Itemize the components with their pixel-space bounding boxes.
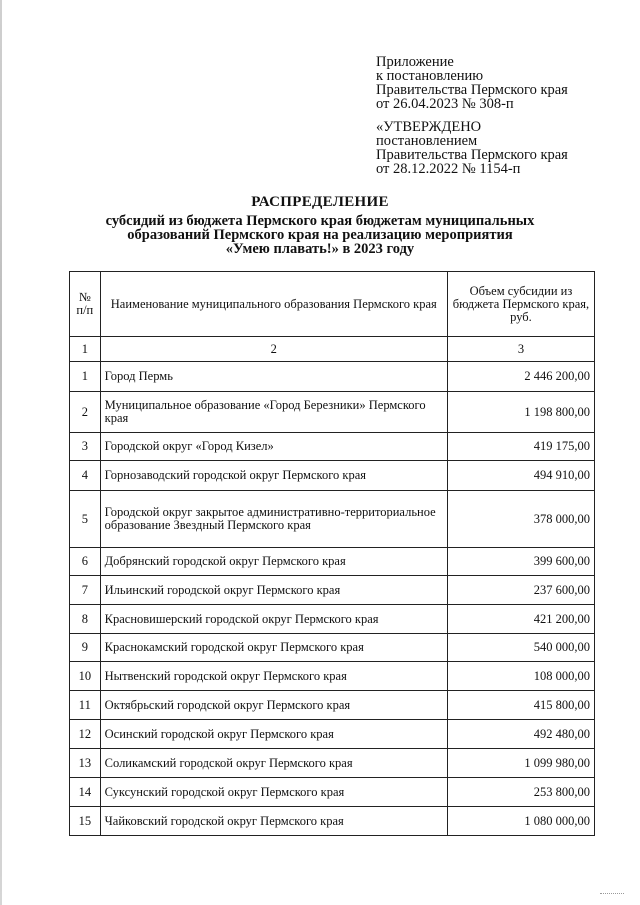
row-number: 1 xyxy=(70,362,101,392)
municipality-name: Чайковский городской округ Пермского края xyxy=(100,807,447,836)
table-row xyxy=(70,605,595,634)
subsidy-amount: 108 000,00 xyxy=(447,662,594,691)
subsidy-amount: 2 446 200,00 xyxy=(447,362,594,392)
subsidy-amount: 378 000,00 xyxy=(447,491,594,548)
subsidy-amount: 421 200,00 xyxy=(447,605,594,634)
municipality-name: Соликамский городской округ Пермского края xyxy=(100,749,447,778)
row-number: 8 xyxy=(70,605,101,634)
subsidy-table xyxy=(69,271,595,836)
appendix-line: от 26.04.2023 № 308-п xyxy=(376,96,514,112)
approval-line: Правительства Пермского края xyxy=(376,147,568,163)
table-header-row xyxy=(70,272,595,337)
header-sum: Объем субсидии из бюджета Пермского края, руб. xyxy=(447,272,594,337)
column-index-3: 3 xyxy=(447,337,594,362)
header-name: Наименование муниципального образования Пермского края xyxy=(100,272,447,337)
municipality-name: Городской округ «Город Кизел» xyxy=(100,433,447,461)
subsidy-amount: 415 800,00 xyxy=(447,691,594,720)
row-number: 7 xyxy=(70,576,101,605)
header-num: № п/п xyxy=(70,272,101,337)
subtitle-line: субсидий из бюджета Пермского края бюджетам муниципальных xyxy=(105,213,535,229)
approval-line: от 28.12.2022 № 1154-п xyxy=(376,161,521,177)
subsidy-amount: 253 800,00 xyxy=(447,778,594,807)
row-number: 5 xyxy=(70,491,101,548)
subsidy-amount: 1 198 800,00 xyxy=(447,392,594,433)
table-row xyxy=(70,807,595,836)
municipality-name: Горнозаводский городской округ Пермского края xyxy=(100,461,447,491)
table-row xyxy=(70,576,595,605)
row-number: 15 xyxy=(70,807,101,836)
municipality-name: Октябрьский городской округ Пермского края xyxy=(100,691,447,720)
approval-reference xyxy=(376,120,616,176)
table-row xyxy=(70,392,595,433)
table-row xyxy=(70,662,595,691)
table-row xyxy=(70,433,595,461)
row-number: 4 xyxy=(70,461,101,491)
appendix-line: Правительства Пермского края xyxy=(376,82,568,98)
municipality-name: Город Пермь xyxy=(100,362,447,392)
municipality-name: Красновишерский городской округ Пермского края xyxy=(100,605,447,634)
row-number: 10 xyxy=(70,662,101,691)
municipality-name: Суксунский городской округ Пермского края xyxy=(100,778,447,807)
column-index-2: 2 xyxy=(100,337,447,362)
subsidy-amount: 419 175,00 xyxy=(447,433,594,461)
table-row xyxy=(70,749,595,778)
column-index-1: 1 xyxy=(70,337,101,362)
column-index-row xyxy=(70,337,595,362)
table-row xyxy=(70,691,595,720)
row-number: 14 xyxy=(70,778,101,807)
scan-artifact xyxy=(600,893,624,895)
row-number: 9 xyxy=(70,634,101,662)
document-subtitle xyxy=(90,214,550,256)
subsidy-amount: 492 480,00 xyxy=(447,720,594,749)
subsidy-amount: 1 099 980,00 xyxy=(447,749,594,778)
subsidy-amount: 237 600,00 xyxy=(447,576,594,605)
municipality-name: Ильинский городской округ Пермского края xyxy=(100,576,447,605)
subsidy-amount: 494 910,00 xyxy=(447,461,594,491)
appendix-reference xyxy=(376,55,616,111)
row-number: 6 xyxy=(70,548,101,576)
row-number: 12 xyxy=(70,720,101,749)
municipality-name: Осинский городской округ Пермского края xyxy=(100,720,447,749)
table-row xyxy=(70,778,595,807)
municipality-name: Муниципальное образование «Город Березники» Пермского края xyxy=(100,392,447,433)
municipality-name: Городской округ закрытое административно-территориальное образование Звездный Пермского края xyxy=(100,491,447,548)
row-number: 2 xyxy=(70,392,101,433)
scan-edge-shadow xyxy=(0,0,2,905)
table-row xyxy=(70,491,595,548)
municipality-name: Краснокамский городской округ Пермского края xyxy=(100,634,447,662)
table-row xyxy=(70,461,595,491)
table-row xyxy=(70,362,595,392)
municipality-name: Добрянский городской округ Пермского края xyxy=(100,548,447,576)
approval-line: постановлением xyxy=(376,133,478,149)
municipality-name: Нытвенский городской округ Пермского края xyxy=(100,662,447,691)
subsidy-amount: 399 600,00 xyxy=(447,548,594,576)
subsidy-amount: 1 080 000,00 xyxy=(447,807,594,836)
subtitle-line: образований Пермского края на реализацию мероприятия xyxy=(127,227,513,243)
appendix-line: Приложение xyxy=(376,54,454,70)
table-body xyxy=(70,362,595,836)
subsidy-amount: 540 000,00 xyxy=(447,634,594,662)
document-title: РАСПРЕДЕЛЕНИЕ xyxy=(251,194,389,210)
table-row xyxy=(70,634,595,662)
row-number: 11 xyxy=(70,691,101,720)
appendix-line: к постановлению xyxy=(376,68,484,84)
table-row xyxy=(70,548,595,576)
subtitle-line: «Умею плавать!» в 2023 году xyxy=(225,241,415,257)
row-number: 13 xyxy=(70,749,101,778)
row-number: 3 xyxy=(70,433,101,461)
table-row xyxy=(70,720,595,749)
approval-line: «УТВЕРЖДЕНО xyxy=(376,119,482,135)
